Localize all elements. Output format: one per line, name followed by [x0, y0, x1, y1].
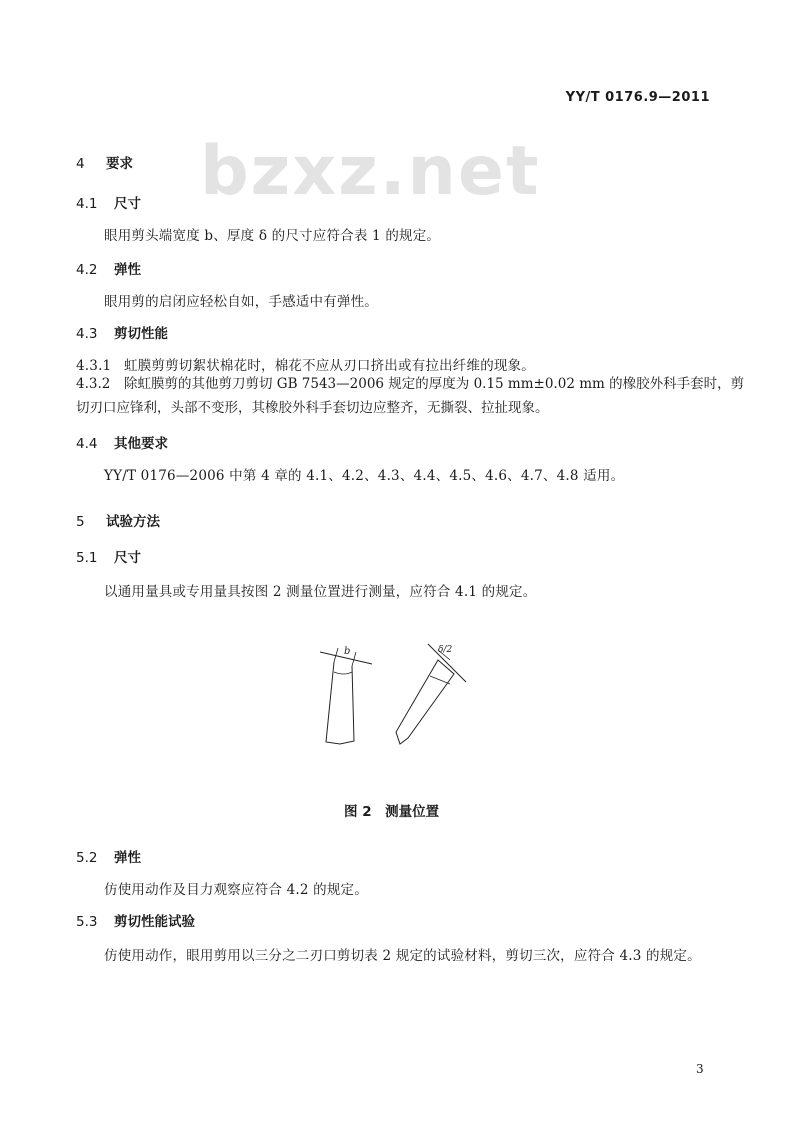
label-half-thickness: δ/2 — [438, 645, 453, 655]
section-4-4-heading — [76, 432, 168, 452]
section-number: 4.3.1 — [76, 358, 112, 374]
blade-width-diagram — [320, 646, 372, 744]
section-number: 5.1 — [76, 550, 98, 566]
section-5-2-heading — [76, 846, 141, 866]
section-4-3-1 — [76, 354, 535, 374]
section-5-3-text: 仿使用动作，眼用剪用以三分之二刃口剪切表 2 规定的试验材料，剪切三次，应符合 4.3 的规定。 — [104, 948, 701, 964]
section-number: 4.3 — [76, 326, 98, 342]
section-title: 尺寸 — [114, 550, 141, 566]
section-5-heading — [76, 510, 160, 530]
blade-outline — [396, 660, 454, 744]
label-width-b: b — [344, 646, 351, 657]
section-title: 剪切性能 — [114, 326, 168, 342]
section-number: 4.2 — [76, 262, 98, 278]
section-4-4-text: YY/T 0176—2006 中第 4 章的 4.1、4.2、4.3、4.4、4.5、4.6、4.7、4.8 适用。 — [104, 468, 625, 484]
section-title: 弹性 — [114, 262, 141, 278]
section-4-3-2 — [76, 372, 756, 420]
blade-thickness-diagram — [396, 644, 466, 744]
blade-outline — [326, 662, 354, 744]
section-number: 4.1 — [76, 196, 98, 212]
section-number: 4.3.2 — [76, 376, 111, 392]
section-4-1-heading — [76, 192, 141, 212]
section-4-heading — [76, 152, 133, 172]
section-5-1-text: 以通用量具或专用量具按图 2 测量位置进行测量，应符合 4.1 的规定。 — [104, 584, 537, 600]
section-title: 弹性 — [114, 850, 141, 866]
blade-curve — [334, 672, 352, 674]
figure-caption: 图 2 测量位置 — [344, 804, 440, 820]
section-4-2-text: 眼用剪的启闭应轻松自如，手感适中有弹性。 — [104, 294, 378, 310]
extension-line — [352, 652, 356, 666]
section-4-3-1-text: 虹膜剪剪切絮状棉花时，棉花不应从刃口挤出或有拉出纤维的现象。 — [124, 358, 535, 374]
section-title: 尺寸 — [114, 196, 141, 212]
section-number: 5.3 — [76, 914, 98, 930]
measurement-figure — [300, 632, 500, 762]
section-title: 要求 — [106, 156, 133, 172]
page-number: 3 — [696, 1062, 704, 1076]
standard-code: YY/T 0176.9—2011 — [565, 90, 710, 105]
section-5-2-text: 仿使用动作及目力观察应符合 4.2 的规定。 — [104, 882, 368, 898]
section-4-3-heading — [76, 322, 168, 342]
section-number: 4.4 — [76, 436, 98, 452]
section-4-2-heading — [76, 258, 141, 278]
section-title: 剪切性能试验 — [114, 914, 195, 930]
blade-edge — [430, 676, 450, 684]
section-title: 试验方法 — [106, 514, 160, 530]
watermark: bzxz.net — [200, 132, 541, 211]
section-5-1-heading — [76, 546, 141, 566]
section-title: 其他要求 — [114, 436, 168, 452]
section-number: 5.2 — [76, 850, 98, 866]
section-4-1-text: 眼用剪头端宽度 b、厚度 δ 的尺寸应符合表 1 的规定。 — [104, 228, 441, 244]
section-4-3-2-text: 除虹膜剪的其他剪刀剪切 GB 7543—2006 规定的厚度为 0.15 mm±0.02 mm 的橡胶外科手套时，剪切刃口应锋利，头部不变形，其橡胶外科手套切边应整齐，无撕裂、拉扯现象。 — [76, 376, 745, 416]
section-number: 5 — [76, 514, 85, 530]
section-number: 4 — [76, 156, 85, 172]
section-5-3-heading — [76, 910, 195, 930]
